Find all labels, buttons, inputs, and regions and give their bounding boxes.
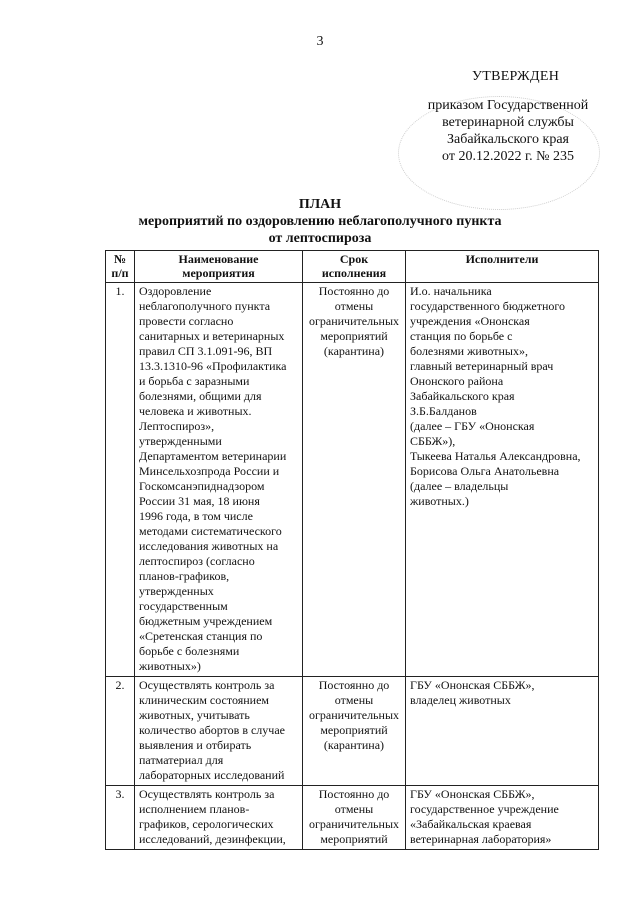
cell-line: Госкомсанэпиднадзором bbox=[139, 479, 265, 493]
cell-line: ветеринарная лаборатория» bbox=[410, 832, 552, 846]
cell-line: и борьба с заразными bbox=[139, 374, 250, 388]
cell-line: ГБУ «Ононская СББЖ», bbox=[410, 787, 535, 801]
table-header-row bbox=[106, 251, 599, 283]
cell-line: главный ветеринарный врач bbox=[410, 359, 554, 373]
cell-line: Забайкальского края bbox=[410, 389, 515, 403]
header-text: Исполнители bbox=[465, 252, 539, 266]
cell-number: 3. bbox=[106, 786, 135, 850]
cell-deadline bbox=[303, 283, 406, 677]
cell-line: лабораторных исследований bbox=[139, 768, 285, 782]
header-text: № bbox=[113, 252, 127, 266]
cell-line: животных, учитывать bbox=[139, 708, 250, 722]
cell-line: Тыкеева Наталья Александровна, bbox=[410, 449, 581, 463]
cell-line: ГБУ «Ононская СББЖ», bbox=[410, 678, 535, 692]
cell-executors bbox=[406, 786, 599, 850]
cell-event-name bbox=[135, 786, 303, 850]
cell-event-name bbox=[135, 283, 303, 677]
cell-line: Постоянно до bbox=[318, 787, 390, 801]
cell-line: Осуществлять контроль за bbox=[139, 787, 275, 801]
cell-number: 2. bbox=[106, 677, 135, 786]
header-text: мероприятия bbox=[182, 266, 255, 280]
title-line: ПЛАН bbox=[298, 197, 342, 212]
table-row bbox=[106, 677, 599, 786]
cell-line: животных.) bbox=[410, 494, 469, 508]
cell-line: ограничительных bbox=[308, 314, 400, 328]
cell-line: (карантина) bbox=[323, 738, 385, 752]
approval-line: от 20.12.2022 г. № 235 bbox=[442, 149, 574, 164]
cell-line: З.Б.Балданов bbox=[410, 404, 477, 418]
cell-line: ограничительных bbox=[308, 708, 400, 722]
title-line: от лептоспироза bbox=[268, 231, 372, 246]
cell-executors bbox=[406, 283, 599, 677]
cell-line: Постоянно до bbox=[318, 284, 390, 298]
cell-line: выявления и отбирать bbox=[139, 738, 252, 752]
header-executors bbox=[406, 251, 599, 283]
header-text: Наименование bbox=[178, 252, 259, 266]
cell-line: (далее – владельцы bbox=[410, 479, 509, 493]
cell-line: бюджетным учреждением bbox=[139, 614, 273, 628]
header-text: п/п bbox=[111, 266, 129, 280]
title-line: мероприятий по оздоровлению неблагополучного пункта bbox=[138, 214, 502, 229]
cell-line: владелец животных bbox=[410, 693, 511, 707]
cell-line: исследования животных на bbox=[139, 539, 279, 553]
table-body bbox=[106, 283, 599, 850]
cell-line: И.о. начальника bbox=[410, 284, 492, 298]
cell-line: планов-графиков, bbox=[139, 569, 230, 583]
cell-line: человека и животных. bbox=[139, 404, 252, 418]
cell-line: болезнями животных», bbox=[410, 344, 528, 358]
cell-line: графиков, серологических bbox=[139, 817, 274, 831]
cell-line: патматериал для bbox=[139, 753, 224, 767]
cell-line: отмены bbox=[334, 693, 374, 707]
cell-line: 13.3.1310-96 «Профилактика bbox=[139, 359, 287, 373]
cell-line: «Забайкальская краевая bbox=[410, 817, 532, 831]
cell-line: отмены bbox=[334, 802, 374, 816]
cell-event-name bbox=[135, 677, 303, 786]
cell-line: исследований, дезинфекции, bbox=[139, 832, 286, 846]
cell-deadline bbox=[303, 677, 406, 786]
cell-line: Лептоспироз», bbox=[139, 419, 215, 433]
cell-line: государственное учреждение bbox=[410, 802, 559, 816]
cell-line: Минсельхозпрода России и bbox=[139, 464, 280, 478]
cell-line: Департаментом ветеринарии bbox=[139, 449, 287, 463]
document-title bbox=[120, 196, 520, 247]
cell-line: Осуществлять контроль за bbox=[139, 678, 275, 692]
cell-line: неблагополучного пункта bbox=[139, 299, 271, 313]
cell-line: России 31 мая, 18 июня bbox=[139, 494, 260, 508]
header-event-name bbox=[135, 251, 303, 283]
cell-line: мероприятий bbox=[320, 832, 388, 846]
approval-line: Забайкальского края bbox=[446, 132, 569, 147]
table-row bbox=[106, 786, 599, 850]
table-row bbox=[106, 283, 599, 677]
cell-line: санитарных и ветеринарных bbox=[139, 329, 285, 343]
cell-line: отмены bbox=[334, 299, 374, 313]
approval-block bbox=[408, 68, 608, 165]
cell-line: методами систематического bbox=[139, 524, 282, 538]
cell-line: государственного бюджетного bbox=[410, 299, 566, 313]
approval-title: УТВЕРЖДЕН bbox=[472, 69, 560, 84]
cell-line: СББЖ»), bbox=[410, 434, 456, 448]
cell-line: учреждения «Ононская bbox=[410, 314, 530, 328]
cell-line: провести согласно bbox=[139, 314, 234, 328]
cell-line: количество абортов в случае bbox=[139, 723, 285, 737]
cell-line: клиническим состоянием bbox=[139, 693, 270, 707]
cell-line: 1996 года, в том числе bbox=[139, 509, 253, 523]
header-number bbox=[106, 251, 135, 283]
cell-line: станция по борьбе с bbox=[410, 329, 513, 343]
cell-line: Ононского района bbox=[410, 374, 504, 388]
cell-deadline bbox=[303, 786, 406, 850]
cell-line: исполнением планов- bbox=[139, 802, 250, 816]
cell-line: (далее – ГБУ «Ононская bbox=[410, 419, 535, 433]
cell-line: Оздоровление bbox=[139, 284, 212, 298]
cell-number: 1. bbox=[106, 283, 135, 677]
cell-line: утвержденными bbox=[139, 434, 222, 448]
header-deadline bbox=[303, 251, 406, 283]
cell-line: Постоянно до bbox=[318, 678, 390, 692]
header-text: Срок bbox=[339, 252, 369, 266]
cell-line: правил СП 3.1.091-96, ВП bbox=[139, 344, 273, 358]
cell-line: животных») bbox=[139, 659, 201, 673]
cell-line: борьбе с болезнями bbox=[139, 644, 240, 658]
cell-line: Борисова Ольга Анатольевна bbox=[410, 464, 560, 478]
cell-line: «Сретенская станция по bbox=[139, 629, 263, 643]
header-text: исполнения bbox=[321, 266, 387, 280]
cell-executors bbox=[406, 677, 599, 786]
cell-line: ограничительных bbox=[308, 817, 400, 831]
cell-line: мероприятий bbox=[320, 723, 388, 737]
cell-line: болезнями, общими для bbox=[139, 389, 262, 403]
plan-table bbox=[105, 250, 599, 850]
cell-line: утвержденных bbox=[139, 584, 214, 598]
cell-line: государственным bbox=[139, 599, 228, 613]
cell-line: (карантина) bbox=[323, 344, 385, 358]
approval-line: приказом Государственной bbox=[427, 98, 589, 113]
cell-line: мероприятий bbox=[320, 329, 388, 343]
page-number: 3 bbox=[316, 34, 324, 49]
cell-line: лептоспироз (согласно bbox=[139, 554, 255, 568]
approval-line: ветеринарной службы bbox=[442, 115, 574, 130]
